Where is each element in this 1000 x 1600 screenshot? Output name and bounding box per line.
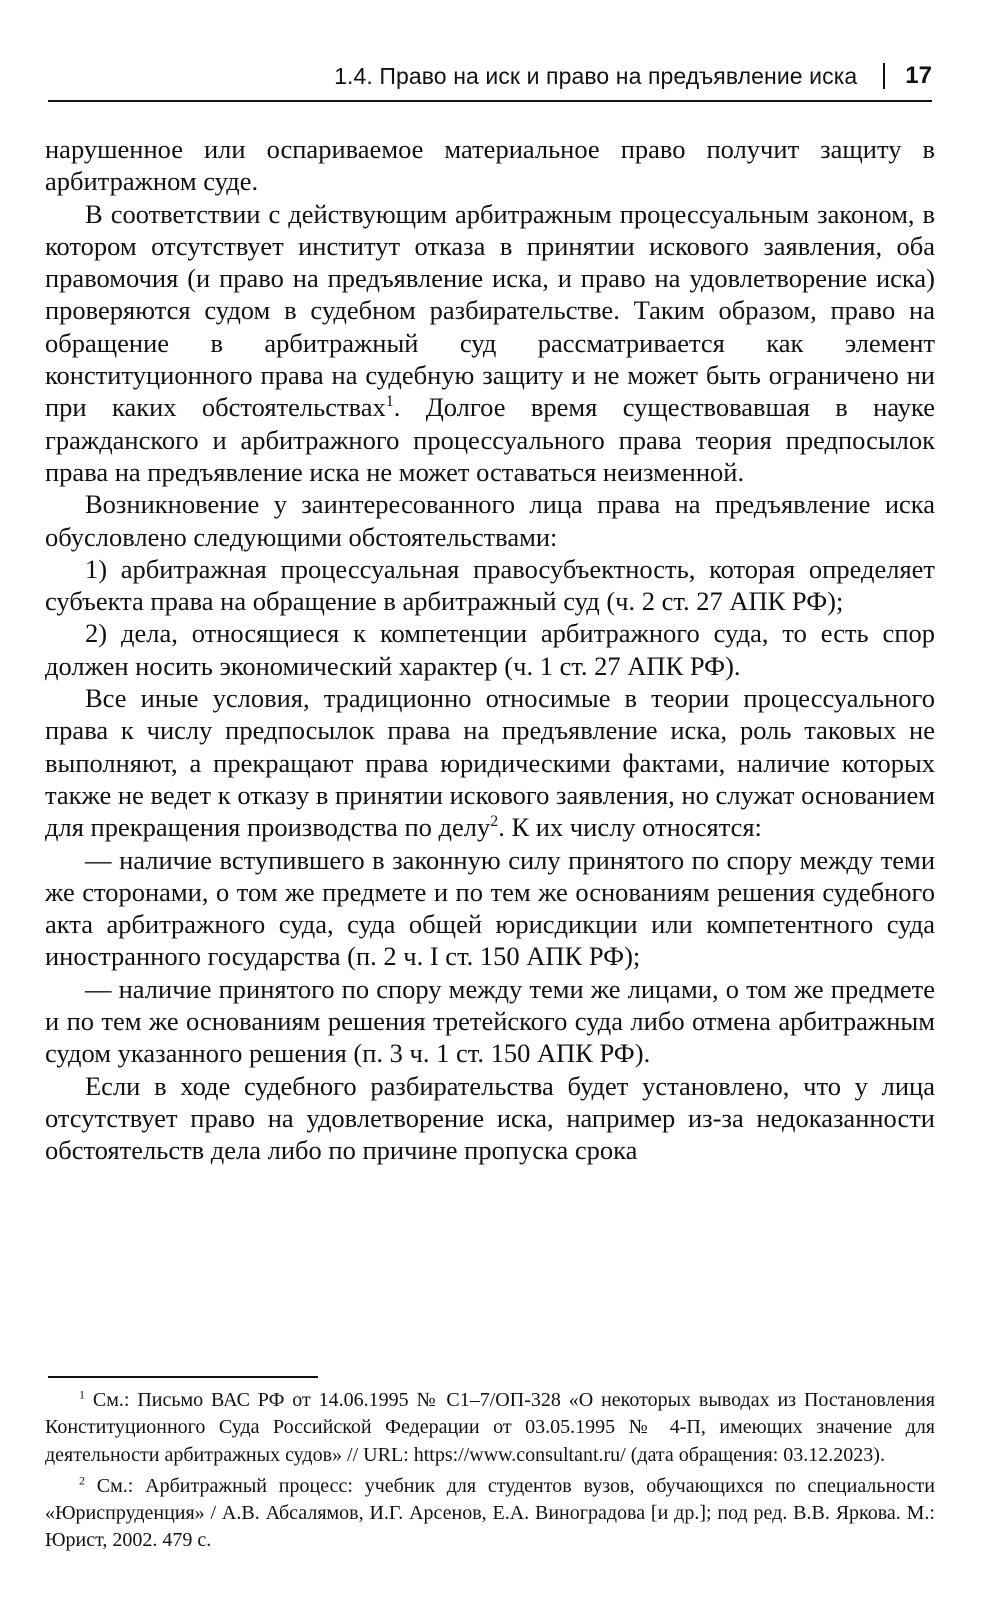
footnote-reference[interactable]: 2 <box>490 813 499 831</box>
list-item: — наличие вступившего в законную силу принятого по спору между теми же сторонами, о том же предмете и по тем же основаниям решения судебного акта арбитражного суда, суда общей юрисдикции или компетентного суда иностранного государства (п. 2 ч. I ст. 150 АПК РФ); <box>45 844 935 972</box>
paragraph: Если в ходе судебного разбирательства будет установлено, что у лица отсутствует право на удовлетворение иска, например из-за недоказанности обстоятельств дела либо по причине пропуска срока <box>45 1070 935 1166</box>
list-item: — наличие принятого по спору между теми же лицами, о том же предмете и по тем же основаниям решения третейского суда либо отмена арбитражным судом указанного решения (п. 3 ч. 1 ст. 150 АПК РФ). <box>45 973 935 1069</box>
paragraph: В соответствии с действующим арбитражным процессуальным законом, в котором отсутствует институт отказа в принятии искового заявления, оба правомочия (и право на предъявление иска, и право на удовлетворение иска) проверяются судом в судебном разбирательстве. Таким образом, право на обращение в арбитражный суд рассматривается как элемент конституционного права на судебную защиту и не может быть ограничено ни при каких обстоятельствах$^1$. Долгое время существовавшая в науке гражданского и арбитражного процессуального права теория предпосылок права на предъявление иска не может оставаться неизменной. <box>45 198 935 487</box>
footnote-mark: 1 <box>79 1387 85 1402</box>
footnote: $^2$ См.: Арбитражный процесс: учебник для студентов вузов, обучающихся по специальности «Юриспруденция» / А.В. Абсалямов, И.Г. Арсенов, Е.А. Виноградова [и др.]; под ред. В.В. Яркова. М.: Юрист, 2002. 479 с. <box>45 1473 935 1552</box>
footnote: $^1$ См.: Письмо ВАС РФ от 14.06.1995 № С1–7/ОП-328 «О некоторых выводах из Постановления Конституционного Суда Российской Федерации от 03.05.1995 № 4-П, имеющих значение для деятельности арбитражных судов» // URL: https://www.consultant.ru/ (дата обращения: 03.12.2023). <box>45 1387 935 1466</box>
list-item: 1) арбитражная процессуальная правосубъектность, которая определяет субъекта права на обращение в арбитражный суд (ч. 2 ст. 27 АПК РФ); <box>45 553 935 617</box>
footnotes <box>45 1387 935 1559</box>
page-number: 17 <box>905 62 932 89</box>
footnote-mark: 2 <box>79 1473 85 1488</box>
header-rule <box>48 100 932 102</box>
paragraph: Возникновение у заинтересованного лица права на предъявление иска обусловлено следующими обстоятельствами: <box>45 489 935 552</box>
footnote-reference[interactable]: 1 <box>385 393 394 411</box>
header-separator <box>883 63 885 89</box>
footnote-rule <box>48 1376 318 1378</box>
running-header <box>48 62 932 90</box>
main-text <box>45 133 935 1167</box>
list-item: 2) дела, относящиеся к компетенции арбитражного суда, то есть спор должен носить экономический характер (ч. 1 ст. 27 АПК РФ). <box>45 618 935 681</box>
paragraph: Все иные условия, традиционно относимые в теории процессуального права к числу предпосылок права на предъявление иска, роль таковых не выполняют, а прекращают права юридическими фактами, наличие которых также не ведет к отказу в принятии искового заявления, но служат основанием для прекращения производства по делу$^2$. К их числу относятся: <box>45 683 935 843</box>
chapter-section-title: 1.4. Право на иск и право на предъявление иска <box>334 62 858 89</box>
paragraph: нарушенное или оспариваемое материальное право получит защиту в арбитражном суде. <box>45 134 935 197</box>
